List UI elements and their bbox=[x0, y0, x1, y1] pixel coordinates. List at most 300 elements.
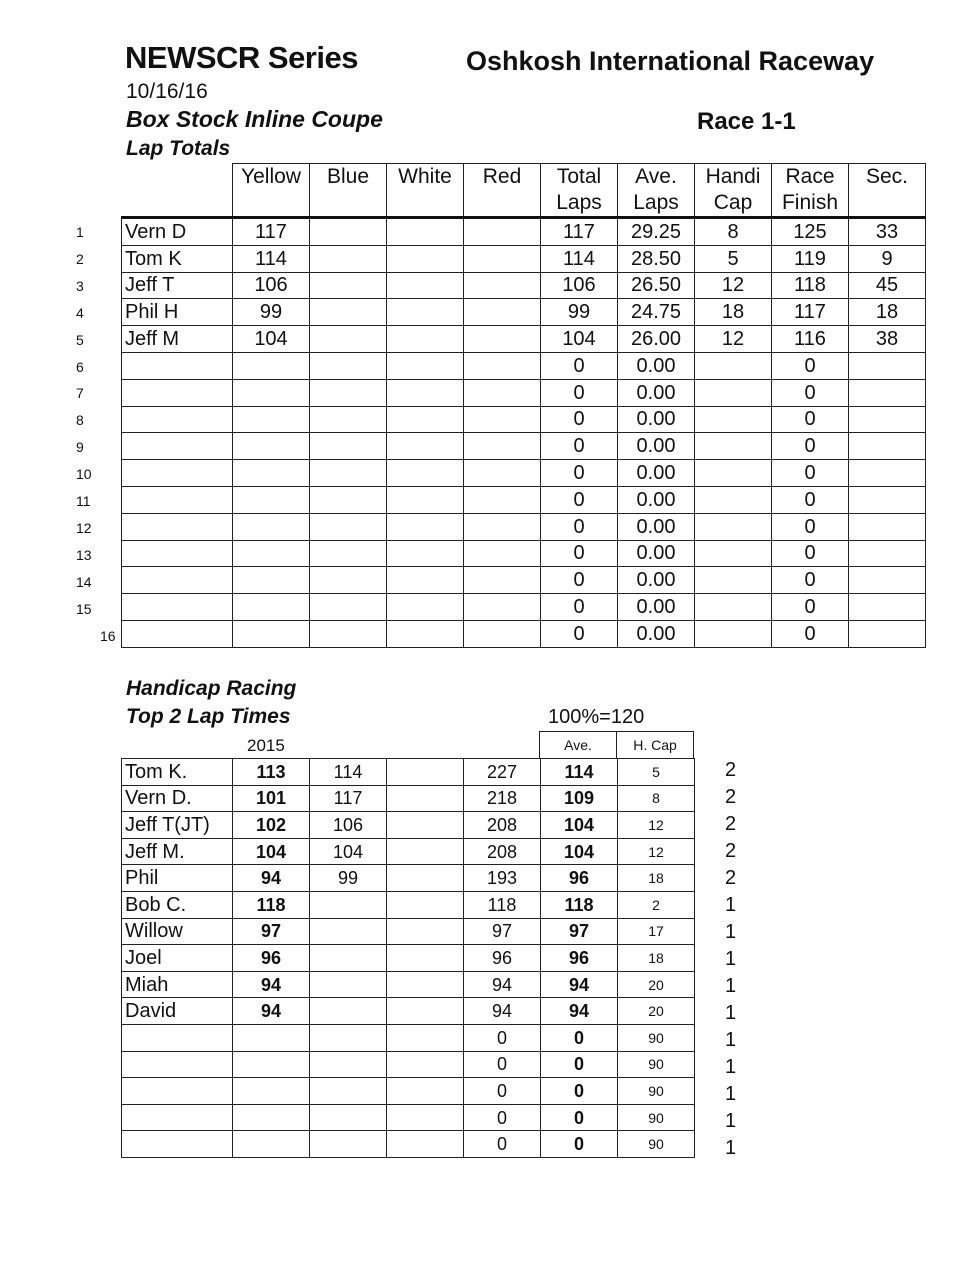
col-total-laps: Total Laps bbox=[541, 164, 618, 218]
cell-t2: 104 bbox=[310, 838, 387, 865]
handicap-row bbox=[122, 865, 695, 892]
cell-blue bbox=[310, 326, 387, 353]
cell-white bbox=[387, 540, 464, 567]
cell-blue bbox=[310, 352, 387, 379]
row-number: 4 bbox=[76, 304, 84, 321]
cell-t1: 102 bbox=[233, 812, 310, 839]
cell-sum: 94 bbox=[464, 971, 541, 998]
cell-total: 0 bbox=[541, 620, 618, 647]
cell-white bbox=[387, 513, 464, 540]
cell-red bbox=[464, 540, 541, 567]
row-number: 11 bbox=[76, 493, 91, 509]
driver-name bbox=[122, 594, 233, 621]
cell-blue bbox=[310, 379, 387, 406]
col-race-finish: Race Finish bbox=[772, 164, 849, 218]
cell-ave: 94 bbox=[541, 971, 618, 998]
lap-count: 1 bbox=[725, 1110, 737, 1132]
cell-blue bbox=[310, 272, 387, 299]
racer-name bbox=[122, 1104, 233, 1131]
cell-ave: 0 bbox=[541, 1078, 618, 1105]
cell-t2 bbox=[310, 1051, 387, 1078]
cell-ave: 118 bbox=[541, 891, 618, 918]
racer-name bbox=[122, 1051, 233, 1078]
cell-hcap: 90 bbox=[618, 1078, 695, 1105]
year-label: 2015 bbox=[247, 736, 285, 755]
lap-count: 1 bbox=[725, 948, 737, 970]
cell-t1: 96 bbox=[233, 945, 310, 972]
cell-ave: 0.00 bbox=[618, 513, 695, 540]
lap-count: 1 bbox=[725, 1056, 737, 1078]
cell-white bbox=[387, 406, 464, 433]
cell-red bbox=[464, 379, 541, 406]
driver-name: Jeff T bbox=[122, 272, 233, 299]
cell-yellow: 117 bbox=[233, 218, 310, 246]
handicap-row bbox=[122, 891, 695, 918]
cell-sec: 9 bbox=[849, 245, 926, 272]
race-class: Box Stock Inline Coupe bbox=[126, 106, 383, 132]
cell-handicap bbox=[695, 433, 772, 460]
cell-t3 bbox=[387, 1131, 464, 1158]
cell-t1 bbox=[233, 1131, 310, 1158]
cell-total: 0 bbox=[541, 567, 618, 594]
cell-red bbox=[464, 594, 541, 621]
row-number: 1 bbox=[76, 224, 84, 240]
row-number: 9 bbox=[76, 439, 84, 456]
cell-sec: 45 bbox=[849, 272, 926, 299]
cell-hcap: 8 bbox=[618, 785, 695, 812]
cell-yellow bbox=[233, 540, 310, 567]
lap-totals-table bbox=[121, 163, 926, 648]
cell-t3 bbox=[387, 1104, 464, 1131]
cell-red bbox=[464, 406, 541, 433]
cell-sec bbox=[849, 513, 926, 540]
lap-row bbox=[122, 352, 926, 379]
cell-ave: 0.00 bbox=[618, 379, 695, 406]
lap-row bbox=[122, 540, 926, 567]
cell-finish: 119 bbox=[772, 245, 849, 272]
lap-row bbox=[122, 218, 926, 246]
cell-blue bbox=[310, 513, 387, 540]
cell-hcap: 18 bbox=[618, 945, 695, 972]
cell-hcap: 90 bbox=[618, 1051, 695, 1078]
cell-total: 106 bbox=[541, 272, 618, 299]
cell-handicap bbox=[695, 486, 772, 513]
racer-name: David bbox=[122, 998, 233, 1025]
cell-white bbox=[387, 272, 464, 299]
cell-t2 bbox=[310, 1104, 387, 1131]
cell-blue bbox=[310, 540, 387, 567]
lap-row bbox=[122, 433, 926, 460]
handicap-row bbox=[122, 998, 695, 1025]
cell-sec: 18 bbox=[849, 299, 926, 326]
cell-red bbox=[464, 620, 541, 647]
racer-name: Tom K. bbox=[122, 759, 233, 786]
handicap-row bbox=[122, 838, 695, 865]
cell-sum: 218 bbox=[464, 785, 541, 812]
cell-handicap bbox=[695, 620, 772, 647]
lap-row bbox=[122, 594, 926, 621]
lap-row bbox=[122, 245, 926, 272]
cell-hcap: 20 bbox=[618, 971, 695, 998]
cell-hcap: 20 bbox=[618, 998, 695, 1025]
cell-sec bbox=[849, 460, 926, 487]
cell-white bbox=[387, 433, 464, 460]
handicap-row bbox=[122, 785, 695, 812]
cell-sec bbox=[849, 567, 926, 594]
cell-sum: 0 bbox=[464, 1131, 541, 1158]
row-number: 13 bbox=[76, 546, 92, 563]
racer-name: Jeff M. bbox=[122, 838, 233, 865]
cell-finish: 0 bbox=[772, 460, 849, 487]
cell-finish: 0 bbox=[772, 486, 849, 513]
cell-finish: 118 bbox=[772, 272, 849, 299]
cell-ave: 0.00 bbox=[618, 567, 695, 594]
handicap-header bbox=[539, 731, 694, 759]
driver-name bbox=[122, 433, 233, 460]
cell-t3 bbox=[387, 918, 464, 945]
cell-white bbox=[387, 245, 464, 272]
race-date: 10/16/16 bbox=[126, 80, 208, 103]
cell-handicap bbox=[695, 513, 772, 540]
cell-ave: 28.50 bbox=[618, 245, 695, 272]
cell-handicap: 12 bbox=[695, 326, 772, 353]
cell-white bbox=[387, 352, 464, 379]
cell-yellow bbox=[233, 620, 310, 647]
cell-finish: 0 bbox=[772, 513, 849, 540]
driver-name bbox=[122, 513, 233, 540]
col-hcap: H. Cap bbox=[617, 732, 694, 759]
cell-total: 99 bbox=[541, 299, 618, 326]
cell-total: 117 bbox=[541, 218, 618, 246]
cell-ave: 109 bbox=[541, 785, 618, 812]
cell-white bbox=[387, 460, 464, 487]
cell-ave: 24.75 bbox=[618, 299, 695, 326]
row-number: 3 bbox=[76, 277, 84, 294]
cell-blue bbox=[310, 433, 387, 460]
cell-red bbox=[464, 460, 541, 487]
cell-finish: 0 bbox=[772, 433, 849, 460]
cell-t2 bbox=[310, 998, 387, 1025]
cell-sec bbox=[849, 406, 926, 433]
lap-row bbox=[122, 406, 926, 433]
cell-t2 bbox=[310, 1078, 387, 1105]
driver-name: Phil H bbox=[122, 299, 233, 326]
cell-total: 0 bbox=[541, 352, 618, 379]
cell-sum: 118 bbox=[464, 891, 541, 918]
lap-row bbox=[122, 460, 926, 487]
lap-count: 2 bbox=[725, 813, 737, 835]
driver-name: Tom K bbox=[122, 245, 233, 272]
cell-t1: 94 bbox=[233, 998, 310, 1025]
cell-yellow bbox=[233, 433, 310, 460]
cell-ave: 0.00 bbox=[618, 433, 695, 460]
cell-yellow: 114 bbox=[233, 245, 310, 272]
cell-total: 104 bbox=[541, 326, 618, 353]
handicap-subtitle: Top 2 Lap Times bbox=[126, 705, 291, 728]
driver-name bbox=[122, 486, 233, 513]
cell-yellow bbox=[233, 352, 310, 379]
cell-t3 bbox=[387, 971, 464, 998]
cell-ave: 114 bbox=[541, 759, 618, 786]
racer-name: Miah bbox=[122, 971, 233, 998]
cell-white bbox=[387, 567, 464, 594]
cell-t2: 106 bbox=[310, 812, 387, 839]
cell-ave: 97 bbox=[541, 918, 618, 945]
cell-t3 bbox=[387, 1051, 464, 1078]
cell-ave: 0.00 bbox=[618, 486, 695, 513]
cell-blue bbox=[310, 486, 387, 513]
cell-finish: 125 bbox=[772, 218, 849, 246]
cell-finish: 0 bbox=[772, 594, 849, 621]
cell-sec bbox=[849, 620, 926, 647]
cell-yellow: 106 bbox=[233, 272, 310, 299]
row-number: 16 bbox=[100, 627, 116, 644]
driver-name bbox=[122, 567, 233, 594]
col-sec: Sec. bbox=[849, 164, 926, 218]
cell-total: 0 bbox=[541, 513, 618, 540]
cell-red bbox=[464, 218, 541, 246]
lap-totals-header-row bbox=[122, 164, 926, 218]
cell-hcap: 12 bbox=[618, 838, 695, 865]
cell-sum: 96 bbox=[464, 945, 541, 972]
cell-hcap: 17 bbox=[618, 918, 695, 945]
cell-t3 bbox=[387, 865, 464, 892]
col-yellow: Yellow bbox=[233, 164, 310, 218]
lap-count: 1 bbox=[725, 975, 737, 997]
cell-blue bbox=[310, 299, 387, 326]
lap-count: 2 bbox=[725, 840, 737, 862]
cell-t3 bbox=[387, 812, 464, 839]
lap-row bbox=[122, 326, 926, 353]
cell-total: 0 bbox=[541, 594, 618, 621]
cell-ave: 26.50 bbox=[618, 272, 695, 299]
cell-red bbox=[464, 352, 541, 379]
lap-count: 2 bbox=[725, 786, 737, 808]
cell-t1 bbox=[233, 1104, 310, 1131]
cell-red bbox=[464, 272, 541, 299]
handicap-row bbox=[122, 759, 695, 786]
racer-name: Bob C. bbox=[122, 891, 233, 918]
cell-sum: 208 bbox=[464, 838, 541, 865]
cell-red bbox=[464, 567, 541, 594]
row-number: 15 bbox=[76, 600, 92, 617]
cell-sec: 38 bbox=[849, 326, 926, 353]
row-number: 6 bbox=[76, 358, 84, 375]
lap-row bbox=[122, 379, 926, 406]
cell-t3 bbox=[387, 1024, 464, 1051]
cell-handicap: 8 bbox=[695, 218, 772, 246]
col-red: Red bbox=[464, 164, 541, 218]
cell-finish: 0 bbox=[772, 620, 849, 647]
cell-blue bbox=[310, 218, 387, 246]
driver-name bbox=[122, 406, 233, 433]
cell-t1 bbox=[233, 1078, 310, 1105]
lap-count: 1 bbox=[725, 1029, 737, 1051]
cell-ave: 96 bbox=[541, 865, 618, 892]
cell-t1: 101 bbox=[233, 785, 310, 812]
cell-t3 bbox=[387, 998, 464, 1025]
cell-sum: 94 bbox=[464, 998, 541, 1025]
cell-t3 bbox=[387, 891, 464, 918]
cell-handicap bbox=[695, 540, 772, 567]
driver-name: Jeff M bbox=[122, 326, 233, 353]
cell-ave: 0 bbox=[541, 1131, 618, 1158]
cell-sum: 208 bbox=[464, 812, 541, 839]
cell-yellow bbox=[233, 486, 310, 513]
cell-t3 bbox=[387, 785, 464, 812]
handicap-table bbox=[121, 758, 695, 1158]
venue-title: Oshkosh International Raceway bbox=[466, 46, 875, 76]
col-ave: Ave. bbox=[540, 732, 617, 759]
lap-count: 1 bbox=[725, 1083, 737, 1105]
col-handicap: Handi Cap bbox=[695, 164, 772, 218]
cell-total: 114 bbox=[541, 245, 618, 272]
cell-t1: 104 bbox=[233, 838, 310, 865]
cell-t2 bbox=[310, 971, 387, 998]
racer-name: Jeff T(JT) bbox=[122, 812, 233, 839]
cell-t3 bbox=[387, 838, 464, 865]
cell-handicap bbox=[695, 406, 772, 433]
racer-name: Phil bbox=[122, 865, 233, 892]
col-ave-laps: Ave. Laps bbox=[618, 164, 695, 218]
lap-row bbox=[122, 620, 926, 647]
cell-t1: 94 bbox=[233, 971, 310, 998]
cell-ave: 0.00 bbox=[618, 406, 695, 433]
cell-hcap: 90 bbox=[618, 1024, 695, 1051]
cell-sec bbox=[849, 594, 926, 621]
lap-row bbox=[122, 513, 926, 540]
cell-t1: 97 bbox=[233, 918, 310, 945]
cell-sec bbox=[849, 486, 926, 513]
handicap-title: Handicap Racing bbox=[126, 677, 297, 700]
cell-t2: 117 bbox=[310, 785, 387, 812]
cell-t1 bbox=[233, 1024, 310, 1051]
cell-handicap bbox=[695, 567, 772, 594]
lap-count: 2 bbox=[725, 867, 737, 889]
cell-hcap: 18 bbox=[618, 865, 695, 892]
cell-hcap: 5 bbox=[618, 759, 695, 786]
driver-name bbox=[122, 540, 233, 567]
col-white: White bbox=[387, 164, 464, 218]
cell-t2 bbox=[310, 891, 387, 918]
racer-name bbox=[122, 1024, 233, 1051]
cell-sum: 0 bbox=[464, 1078, 541, 1105]
cell-yellow bbox=[233, 594, 310, 621]
cell-sec: 33 bbox=[849, 218, 926, 246]
series-title: NEWSCR Series bbox=[125, 40, 358, 75]
cell-sum: 0 bbox=[464, 1104, 541, 1131]
handicap-row bbox=[122, 1131, 695, 1158]
cell-total: 0 bbox=[541, 486, 618, 513]
cell-total: 0 bbox=[541, 433, 618, 460]
cell-yellow: 104 bbox=[233, 326, 310, 353]
handicap-row bbox=[122, 1104, 695, 1131]
driver-name bbox=[122, 352, 233, 379]
cell-blue bbox=[310, 594, 387, 621]
cell-yellow bbox=[233, 460, 310, 487]
cell-sec bbox=[849, 433, 926, 460]
cell-red bbox=[464, 245, 541, 272]
header-blank bbox=[122, 164, 233, 218]
cell-finish: 0 bbox=[772, 567, 849, 594]
cell-sum: 193 bbox=[464, 865, 541, 892]
cell-hcap: 90 bbox=[618, 1131, 695, 1158]
cell-blue bbox=[310, 245, 387, 272]
cell-ave: 0.00 bbox=[618, 352, 695, 379]
driver-name bbox=[122, 460, 233, 487]
cell-t2 bbox=[310, 1131, 387, 1158]
cell-blue bbox=[310, 567, 387, 594]
handicap-row bbox=[122, 971, 695, 998]
cell-t1: 118 bbox=[233, 891, 310, 918]
cell-sec bbox=[849, 540, 926, 567]
lap-row bbox=[122, 567, 926, 594]
cell-yellow bbox=[233, 513, 310, 540]
row-number: 12 bbox=[76, 519, 92, 536]
driver-name bbox=[122, 620, 233, 647]
cell-sum: 97 bbox=[464, 918, 541, 945]
driver-name bbox=[122, 379, 233, 406]
cell-handicap: 12 bbox=[695, 272, 772, 299]
lap-row bbox=[122, 486, 926, 513]
cell-ave: 96 bbox=[541, 945, 618, 972]
cell-t3 bbox=[387, 759, 464, 786]
cell-sum: 227 bbox=[464, 759, 541, 786]
cell-white bbox=[387, 299, 464, 326]
cell-white bbox=[387, 594, 464, 621]
cell-finish: 116 bbox=[772, 326, 849, 353]
cell-ave: 0.00 bbox=[618, 620, 695, 647]
handicap-row bbox=[122, 918, 695, 945]
section-lap-totals: Lap Totals bbox=[126, 137, 231, 160]
cell-blue bbox=[310, 460, 387, 487]
race-number: Race 1-1 bbox=[697, 108, 796, 135]
cell-total: 0 bbox=[541, 379, 618, 406]
cell-red bbox=[464, 486, 541, 513]
cell-total: 0 bbox=[541, 406, 618, 433]
cell-ave: 94 bbox=[541, 998, 618, 1025]
cell-ave: 0.00 bbox=[618, 460, 695, 487]
row-number: 8 bbox=[76, 412, 84, 429]
cell-handicap bbox=[695, 379, 772, 406]
lap-count: 1 bbox=[725, 894, 737, 916]
cell-blue bbox=[310, 620, 387, 647]
cell-t2 bbox=[310, 1024, 387, 1051]
cell-white bbox=[387, 218, 464, 246]
cell-finish: 0 bbox=[772, 352, 849, 379]
cell-white bbox=[387, 486, 464, 513]
cell-blue bbox=[310, 406, 387, 433]
cell-handicap bbox=[695, 460, 772, 487]
cell-red bbox=[464, 433, 541, 460]
cell-handicap: 5 bbox=[695, 245, 772, 272]
cell-finish: 0 bbox=[772, 379, 849, 406]
cell-red bbox=[464, 326, 541, 353]
cell-t3 bbox=[387, 1078, 464, 1105]
cell-t2 bbox=[310, 945, 387, 972]
row-number: 14 bbox=[76, 573, 92, 590]
cell-t2 bbox=[310, 918, 387, 945]
cell-ave: 0 bbox=[541, 1051, 618, 1078]
cell-sec bbox=[849, 379, 926, 406]
lap-count: 1 bbox=[725, 1002, 737, 1024]
cell-t2: 114 bbox=[310, 759, 387, 786]
cell-ave: 0.00 bbox=[618, 540, 695, 567]
percent-note: 100%=120 bbox=[548, 706, 645, 728]
cell-ave: 0.00 bbox=[618, 594, 695, 621]
cell-red bbox=[464, 513, 541, 540]
cell-ave: 104 bbox=[541, 838, 618, 865]
